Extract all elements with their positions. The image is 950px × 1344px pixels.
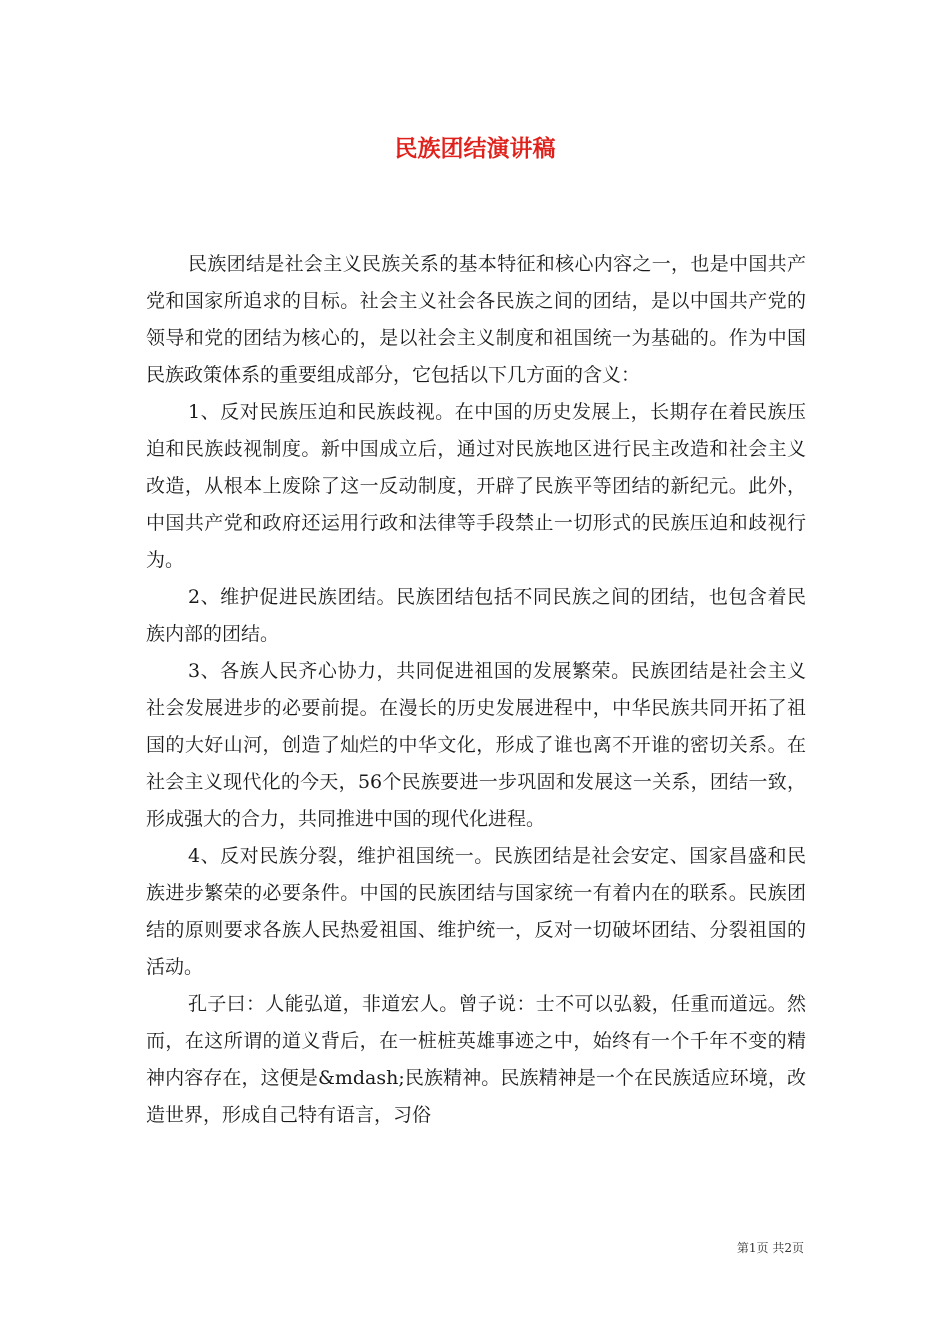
paragraph-point-1: 1、反对民族压迫和民族歧视。在中国的历史发展上，长期存在着民族压迫和民族歧视制度。新中国成立后，通过对民族地区进行民主改造和社会主义改造，从根本上废除了这一反动制度，开辟了民族平等团结的新纪元。此外，中国共产党和政府还运用行政和法律等手段禁止一切形式的民族压迫和歧视行为。 [146, 401, 806, 571]
paragraph-point-3: 3、各族人民齐心协力，共同促进祖国的发展繁荣。民族团结是社会主义社会发展进步的必要前提。在漫长的历史发展进程中，中华民族共同开拓了祖国的大好山河，创造了灿烂的中华文化，形成了谁也离不开谁的密切关系。在社会主义现代化的今天，56个民族要进一步巩固和发展这一关系，团结一致，形成强大的合力，共同推进中国的现代化进程。 [146, 660, 806, 830]
page-suffix: 页 [791, 1241, 804, 1255]
paragraph-intro: 民族团结是社会主义民族关系的基本特征和核心内容之一，也是中国共产党和国家所追求的目标。社会主义社会各民族之间的团结，是以中国共产党的领导和党的团结为核心的，是以社会主义制度和祖国统一为基础的。作为中国民族政策体系的重要组成部分，它包括以下几方面的含义： [146, 253, 806, 386]
paragraph-point-4: 4、反对民族分裂，维护祖国统一。民族团结是社会安定、国家昌盛和民族进步繁荣的必要条件。中国的民族团结与国家统一有着内在的联系。民族团结的原则要求各族人民热爱祖国、维护统一，反对一切破坏团结、分裂祖国的活动。 [146, 845, 806, 978]
paragraph-national-spirit: 孔子曰：人能弘道，非道宏人。曾子说：士不可以弘毅，任重而道远。然而，在这所谓的道义背后，在一桩桩英雄事迹之中，始终有一个千年不变的精神内容存在，这便是&mdash;民族精神。民族精神是一个在民族适应环境，改造世界，形成自己特有语言，习俗 [146, 993, 806, 1126]
page-middle: 页 共 [756, 1241, 785, 1255]
document-body [146, 246, 806, 1134]
page-prefix: 第 [736, 1241, 749, 1255]
document-title: 民族团结演讲稿 [394, 135, 556, 162]
page-number-footer [737, 1239, 804, 1256]
current-page: 1 [748, 1241, 757, 1255]
total-pages: 2 [784, 1241, 792, 1255]
paragraph-point-2: 2、维护促进民族团结。民族团结包括不同民族之间的团结，也包含着民族内部的团结。 [146, 586, 806, 645]
